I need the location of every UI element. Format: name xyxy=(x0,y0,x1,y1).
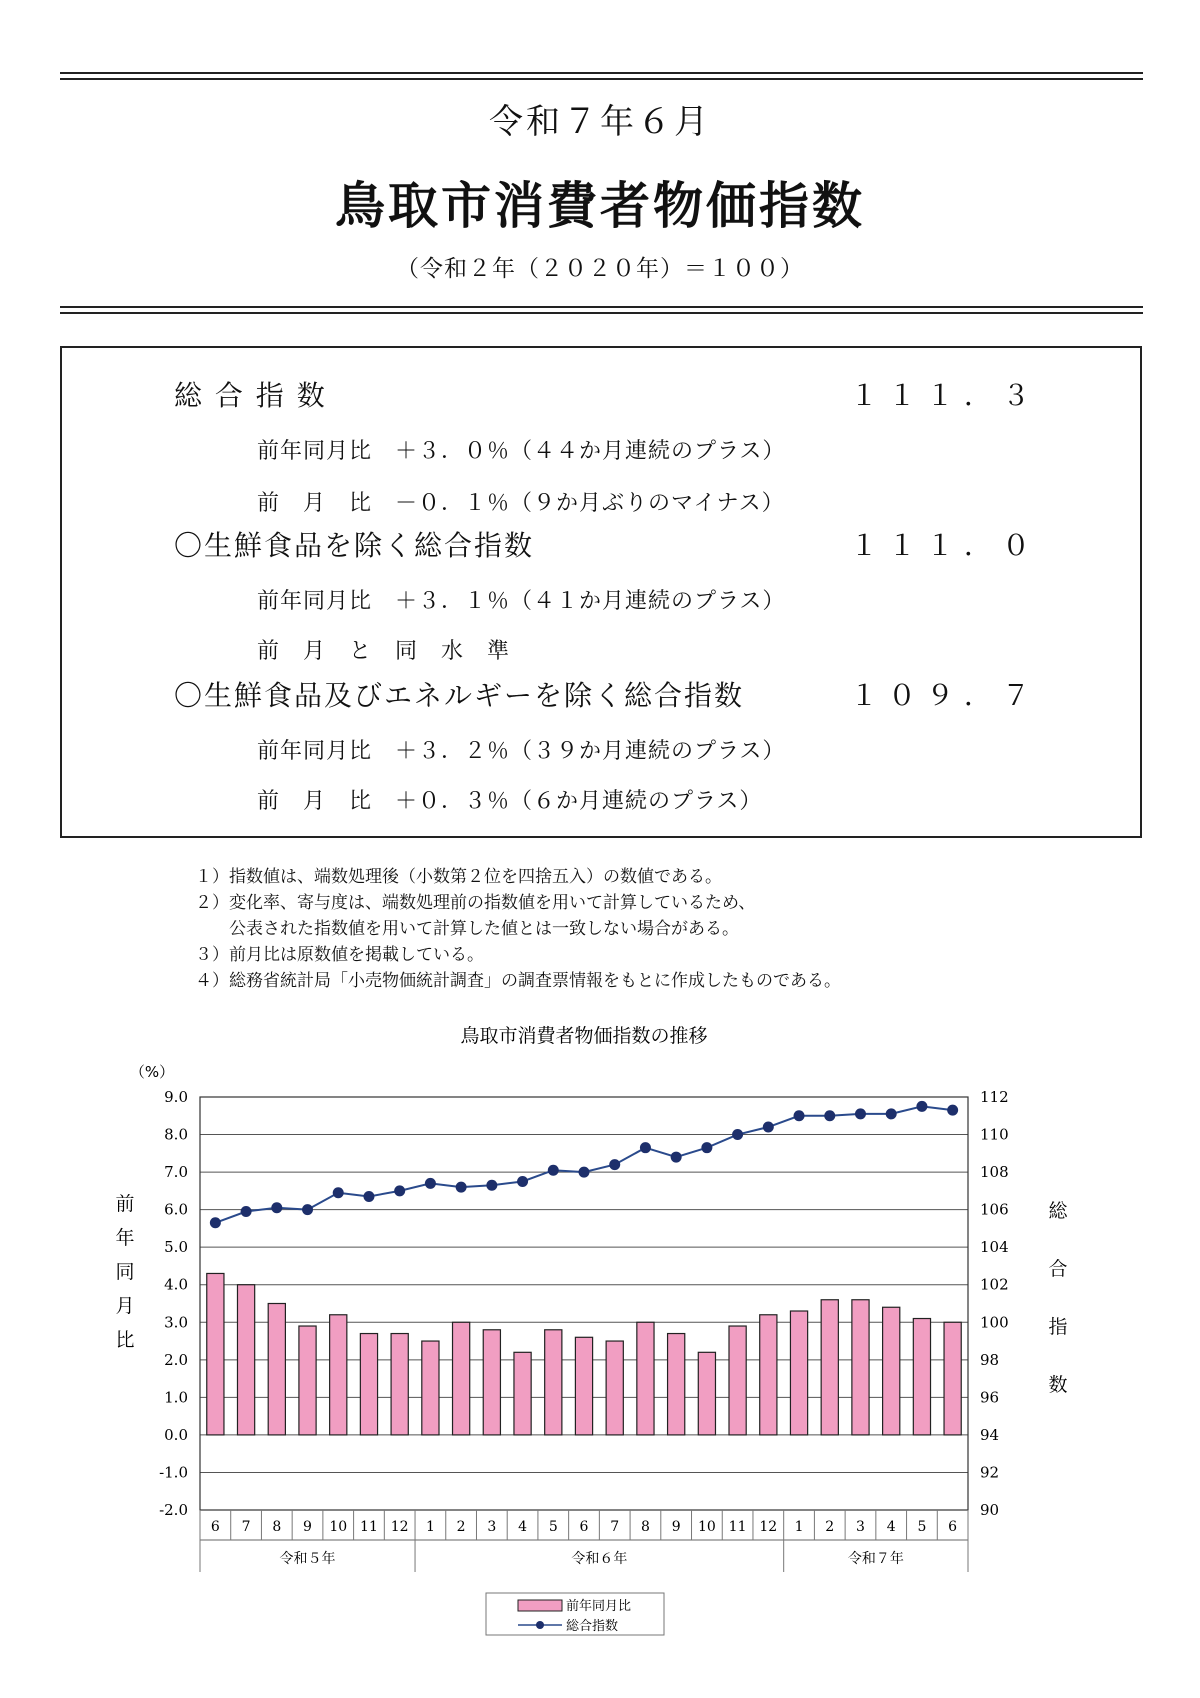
y-tick-right: 110 xyxy=(980,1125,1009,1144)
bar xyxy=(852,1300,869,1435)
x-tick-label: 3 xyxy=(487,1519,497,1535)
y-tick-right: 108 xyxy=(980,1163,1009,1182)
legend-label: 前年同月比 xyxy=(566,1599,632,1614)
legend-point-swatch xyxy=(536,1621,544,1629)
summary-label-core: 〇生鮮食品を除く総合指数 xyxy=(174,529,535,562)
x-tick-label: 6 xyxy=(210,1519,220,1535)
line-point xyxy=(425,1178,436,1189)
y-tick-right: 90 xyxy=(980,1501,1000,1519)
bar xyxy=(422,1341,439,1435)
bar xyxy=(790,1311,807,1435)
report-date: 令和７年６月 xyxy=(489,102,711,142)
x-tick-label: 5 xyxy=(548,1519,558,1535)
bar xyxy=(237,1285,254,1435)
note: 公表された指数値を用いて計算した値とは一致しない場合がある。 xyxy=(195,919,739,939)
y-axis-title-left: 月 xyxy=(115,1295,135,1317)
line-point xyxy=(671,1152,682,1163)
y-tick-left: 6.0 xyxy=(164,1200,188,1219)
summary-label-core-core: 〇生鮮食品及びエネルギーを除く総合指数 xyxy=(174,679,745,712)
line-point xyxy=(640,1142,651,1153)
summary-line: 前年同月比 ＋３．１％（４１か月連続のプラス） xyxy=(257,589,786,614)
y-tick-left: 8.0 xyxy=(164,1125,188,1144)
y-axis-title-right: 合 xyxy=(1048,1258,1068,1280)
y-tick-left: 3.0 xyxy=(164,1313,188,1332)
line-point xyxy=(548,1165,559,1176)
y-tick-right: 98 xyxy=(980,1350,1000,1369)
y-tick-left: 7.0 xyxy=(164,1163,188,1182)
x-tick-label: 12 xyxy=(759,1519,778,1535)
bar xyxy=(483,1330,500,1435)
y-axis-title-left: 比 xyxy=(115,1329,135,1351)
y-tick-right: 102 xyxy=(980,1275,1009,1294)
note: ３）前月比は原数値を掲載している。 xyxy=(195,945,484,965)
bar xyxy=(944,1322,961,1435)
line-point xyxy=(486,1180,497,1191)
x-tick-label: 6 xyxy=(948,1519,958,1535)
y-axis-title-right: 総 xyxy=(1048,1200,1068,1222)
y-tick-right: 100 xyxy=(980,1313,1009,1332)
y-tick-left: -2.0 xyxy=(159,1501,188,1519)
y-axis-title-right: 指 xyxy=(1048,1316,1068,1338)
x-tick-label: 10 xyxy=(697,1519,716,1535)
bar xyxy=(268,1304,285,1435)
summary-line: 前年同月比 ＋３．０％（４４か月連続のプラス） xyxy=(257,439,786,464)
x-tick-label: 6 xyxy=(579,1519,589,1535)
bar xyxy=(821,1300,838,1435)
top-rule xyxy=(60,72,1143,74)
y-axis-title-left: 年 xyxy=(115,1227,135,1249)
x-tick-label: 11 xyxy=(360,1519,378,1535)
mid-rule-2 xyxy=(60,312,1143,314)
note: １）指数値は、端数処理後（小数第２位を四捨五入）の数値である。 xyxy=(195,867,722,887)
y-tick-left: 4.0 xyxy=(164,1275,188,1294)
page-title: 鳥取市消費者物価指数 xyxy=(335,177,865,235)
line-point xyxy=(517,1176,528,1187)
y-axis-title-left: 同 xyxy=(115,1261,135,1283)
y-tick-left: 0.0 xyxy=(164,1425,188,1444)
bar xyxy=(514,1352,531,1435)
legend-label: 総合指数 xyxy=(566,1619,619,1634)
bar xyxy=(668,1334,685,1435)
bar xyxy=(760,1315,777,1435)
bar xyxy=(913,1319,930,1435)
note: ４）総務省統計局「小売物価統計調査」の調査票情報をもとに作成したものである。 xyxy=(195,971,841,991)
x-tick-label: 7 xyxy=(241,1519,251,1535)
x-tick-label: 7 xyxy=(610,1519,620,1535)
x-tick-label: 11 xyxy=(728,1519,747,1535)
line-point xyxy=(363,1191,374,1202)
y-tick-left: 2.0 xyxy=(164,1350,188,1369)
bar xyxy=(330,1315,347,1435)
x-tick-label: 2 xyxy=(456,1519,466,1535)
y-unit-label: （%） xyxy=(129,1063,175,1081)
y-axis-title-left: 前 xyxy=(115,1193,135,1215)
line-series xyxy=(215,1106,952,1222)
bar xyxy=(729,1326,746,1435)
summary-value-core: １１１．０ xyxy=(850,529,1041,562)
base-year: （令和２年（２０２０年）＝１００） xyxy=(396,256,804,282)
summary-line: 前 月 と 同 水 準 xyxy=(257,639,511,664)
summary-value-core-core: １０９．７ xyxy=(850,679,1041,712)
y-tick-right: 96 xyxy=(980,1388,1000,1407)
line-point xyxy=(394,1185,405,1196)
x-tick-label: 12 xyxy=(390,1519,409,1535)
bar xyxy=(299,1326,316,1435)
summary-value-total: １１１．３ xyxy=(850,379,1041,412)
x-tick-label: 10 xyxy=(329,1519,348,1535)
year-label: 令和５年 xyxy=(279,1551,336,1567)
y-axis-title-right: 数 xyxy=(1048,1374,1068,1396)
bar xyxy=(575,1337,592,1435)
year-label: 令和６年 xyxy=(571,1551,628,1567)
line-point xyxy=(855,1108,866,1119)
y-tick-right: 104 xyxy=(980,1238,1009,1257)
y-tick-left: -1.0 xyxy=(159,1463,188,1482)
x-tick-label: 9 xyxy=(671,1519,681,1535)
bar xyxy=(207,1273,224,1434)
bar xyxy=(360,1334,377,1435)
year-label: 令和７年 xyxy=(847,1551,904,1567)
line-point xyxy=(763,1122,774,1133)
x-tick-label: 8 xyxy=(640,1519,650,1535)
x-tick-label: 8 xyxy=(272,1519,282,1535)
mid-rule xyxy=(60,306,1143,308)
y-tick-left: 9.0 xyxy=(164,1088,188,1106)
note: ２）変化率、寄与度は、端数処理前の指数値を用いて計算しているため、 xyxy=(195,893,756,913)
legend-bar-swatch xyxy=(518,1600,562,1611)
line-point xyxy=(210,1217,221,1228)
y-tick-left: 1.0 xyxy=(164,1388,188,1407)
bar xyxy=(698,1352,715,1435)
notes xyxy=(195,864,841,994)
bar xyxy=(391,1334,408,1435)
y-tick-right: 106 xyxy=(980,1200,1009,1219)
bar xyxy=(606,1341,623,1435)
x-tick-label: 1 xyxy=(794,1519,804,1535)
line-point xyxy=(794,1110,805,1121)
chart-title: 鳥取市消費者物価指数の推移 xyxy=(460,1025,708,1047)
line-point xyxy=(947,1105,958,1116)
y-tick-right: 92 xyxy=(980,1463,1000,1482)
line-point xyxy=(732,1129,743,1140)
line-point xyxy=(241,1206,252,1217)
top-rule-2 xyxy=(60,78,1143,80)
summary-line: 前 月 比 ＋０．３％（６か月連続のプラス） xyxy=(257,789,763,814)
line-point xyxy=(609,1159,620,1170)
line-point xyxy=(456,1182,467,1193)
line-point xyxy=(302,1204,313,1215)
line-point xyxy=(271,1202,282,1213)
bar xyxy=(637,1322,654,1435)
cpi-chart xyxy=(0,1010,1200,1650)
x-tick-label: 1 xyxy=(425,1519,435,1535)
line-point xyxy=(886,1108,897,1119)
summary-line: 前年同月比 ＋３．２％（３９か月連続のプラス） xyxy=(257,739,786,764)
summary-label-total: 総 合 指 数 xyxy=(174,379,327,412)
y-tick-right: 112 xyxy=(980,1088,1009,1106)
x-tick-label: 4 xyxy=(518,1519,528,1535)
y-tick-left: 5.0 xyxy=(164,1238,188,1257)
y-tick-right: 94 xyxy=(980,1425,1000,1444)
line-point xyxy=(701,1142,712,1153)
bar xyxy=(453,1322,470,1435)
summary-box xyxy=(60,346,1142,838)
x-tick-label: 9 xyxy=(303,1519,312,1535)
line-point xyxy=(824,1110,835,1121)
line-point xyxy=(916,1101,927,1112)
x-tick-label: 3 xyxy=(856,1519,865,1535)
bar xyxy=(883,1307,900,1435)
line-point xyxy=(333,1187,344,1198)
x-tick-label: 2 xyxy=(825,1519,835,1535)
summary-line: 前 月 比 －０．１％（９か月ぶりのマイナス） xyxy=(257,491,785,516)
line-point xyxy=(579,1167,590,1178)
x-tick-label: 5 xyxy=(917,1519,927,1535)
x-tick-label: 4 xyxy=(886,1519,896,1535)
bar xyxy=(545,1330,562,1435)
